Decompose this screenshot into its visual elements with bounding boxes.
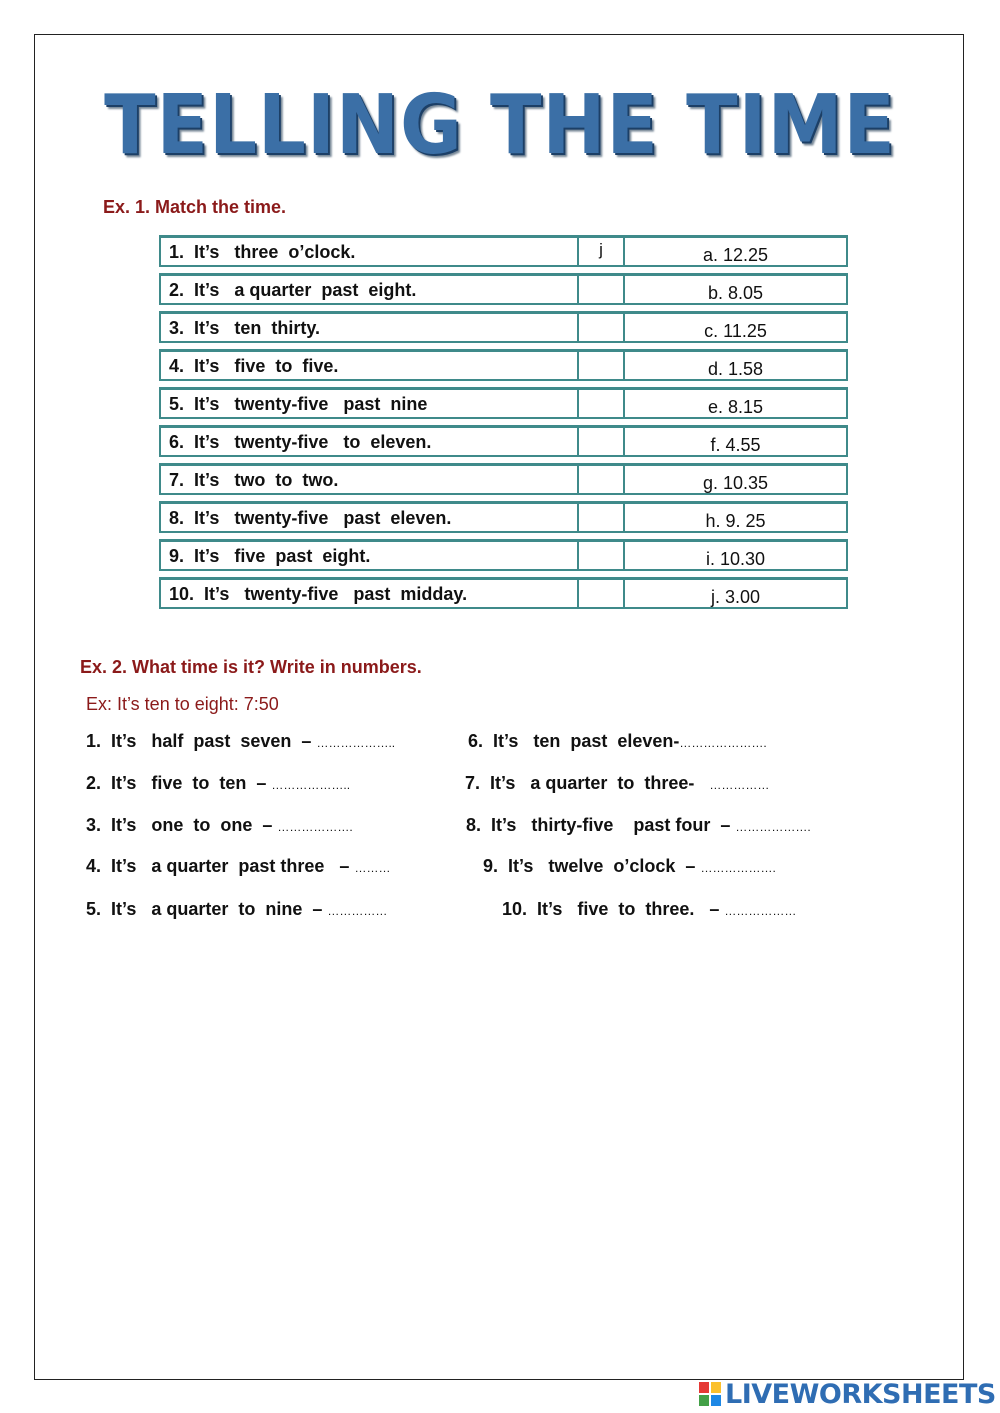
logo-text: LIVEWORKSHEETS	[725, 1378, 996, 1410]
table-row	[159, 539, 848, 571]
question-item	[86, 731, 395, 752]
option-cell: g. 10.35	[702, 473, 769, 493]
question-item	[86, 815, 353, 836]
answer-input[interactable]	[579, 428, 625, 455]
table-row	[159, 235, 848, 267]
answer-input[interactable]	[579, 276, 625, 303]
question-text: 4. It’s a quarter past three –	[86, 856, 355, 876]
answer-input[interactable]	[579, 390, 625, 417]
sentence-cell: 6. It’s twenty-five to eleven.	[161, 428, 579, 455]
question-text: 3. It’s one to one –	[86, 815, 278, 835]
sentence-cell: 4. It’s five to five.	[161, 352, 579, 379]
exercise-2-heading: Ex. 2. What time is it? Write in numbers.	[80, 657, 422, 677]
sentence-cell: 8. It’s twenty-five past eleven.	[161, 504, 579, 531]
table-row	[159, 463, 848, 495]
question-text: 1. It’s half past seven –	[86, 731, 317, 751]
table-row	[159, 349, 848, 381]
answer-blank[interactable]: ……………	[327, 904, 388, 918]
answer-blank[interactable]: ……………….	[700, 861, 776, 875]
sentence-cell: 9. It’s five past eight.	[161, 542, 579, 569]
question-item	[502, 899, 796, 920]
table-row	[159, 425, 848, 457]
question-item	[86, 773, 350, 794]
answer-input[interactable]	[579, 504, 625, 531]
question-text: 2. It’s five to ten –	[86, 773, 272, 793]
question-item	[465, 773, 769, 794]
answer-blank[interactable]: ………………….	[679, 736, 767, 750]
option-cell: e. 8.15	[707, 397, 764, 417]
option-cell: i. 10.30	[705, 549, 766, 569]
table-row	[159, 387, 848, 419]
answer-blank[interactable]: ……………….	[735, 820, 811, 834]
answer-blank[interactable]: ………………..	[316, 736, 396, 750]
option-cell: d. 1.58	[707, 359, 764, 379]
exercise-1-heading: Ex. 1. Match the time.	[103, 197, 287, 217]
question-text: 9. It’s twelve o’clock –	[483, 856, 701, 876]
logo-square-red	[698, 1381, 710, 1394]
logo-square-blue	[710, 1394, 722, 1407]
answer-input[interactable]	[579, 314, 625, 341]
table-row	[159, 311, 848, 343]
answer-input[interactable]	[579, 466, 625, 493]
question-text: 6. It’s ten past eleven-	[468, 731, 680, 751]
match-table	[159, 235, 848, 615]
question-text: 5. It’s a quarter to nine –	[86, 899, 328, 919]
sentence-cell: 7. It’s two to two.	[161, 466, 579, 493]
sentence-cell: 5. It’s twenty-five past nine	[161, 390, 579, 417]
answer-blank[interactable]: ………………	[724, 904, 797, 918]
answer-input[interactable]	[579, 352, 625, 379]
logo-square-yellow	[710, 1381, 722, 1394]
sentence-cell: 3. It’s ten thirty.	[161, 314, 579, 341]
answer-blank[interactable]: ………	[354, 861, 391, 875]
option-cell: b. 8.05	[707, 283, 764, 303]
question-item	[466, 815, 811, 836]
option-cell: a. 12.25	[702, 245, 769, 265]
answer-blank[interactable]: ……………	[709, 778, 770, 792]
answer-input[interactable]: j	[579, 238, 625, 265]
table-row	[159, 501, 848, 533]
table-row	[159, 273, 848, 305]
question-text: 8. It’s thirty-five past four –	[466, 815, 736, 835]
sentence-cell: 10. It’s twenty-five past midday.	[161, 580, 579, 607]
liveworksheets-logo	[698, 1378, 996, 1410]
table-row	[159, 577, 848, 609]
sentence-cell: 2. It’s a quarter past eight.	[161, 276, 579, 303]
question-item	[483, 856, 776, 877]
page-title: TELLING THE TIME	[104, 78, 896, 173]
option-cell: c. 11.25	[704, 321, 767, 341]
option-cell: j. 3.00	[710, 587, 761, 607]
question-text: 7. It’s a quarter to three-	[465, 773, 710, 793]
question-item	[468, 731, 767, 752]
option-cell: f. 4.55	[710, 435, 761, 455]
question-text: 10. It’s five to three. –	[502, 899, 725, 919]
logo-squares-icon	[698, 1381, 722, 1407]
answer-blank[interactable]: ………………..	[271, 778, 351, 792]
answer-blank[interactable]: ……………….	[277, 820, 353, 834]
answer-input[interactable]	[579, 542, 625, 569]
logo-square-green	[698, 1394, 710, 1407]
sentence-cell: 1. It’s three o’clock.	[161, 238, 579, 265]
question-item	[86, 899, 387, 920]
example-text: Ex: It’s ten to eight: 7:50	[86, 694, 279, 714]
question-item	[86, 856, 390, 877]
answer-input[interactable]	[579, 580, 625, 607]
option-cell: h. 9. 25	[705, 511, 766, 531]
